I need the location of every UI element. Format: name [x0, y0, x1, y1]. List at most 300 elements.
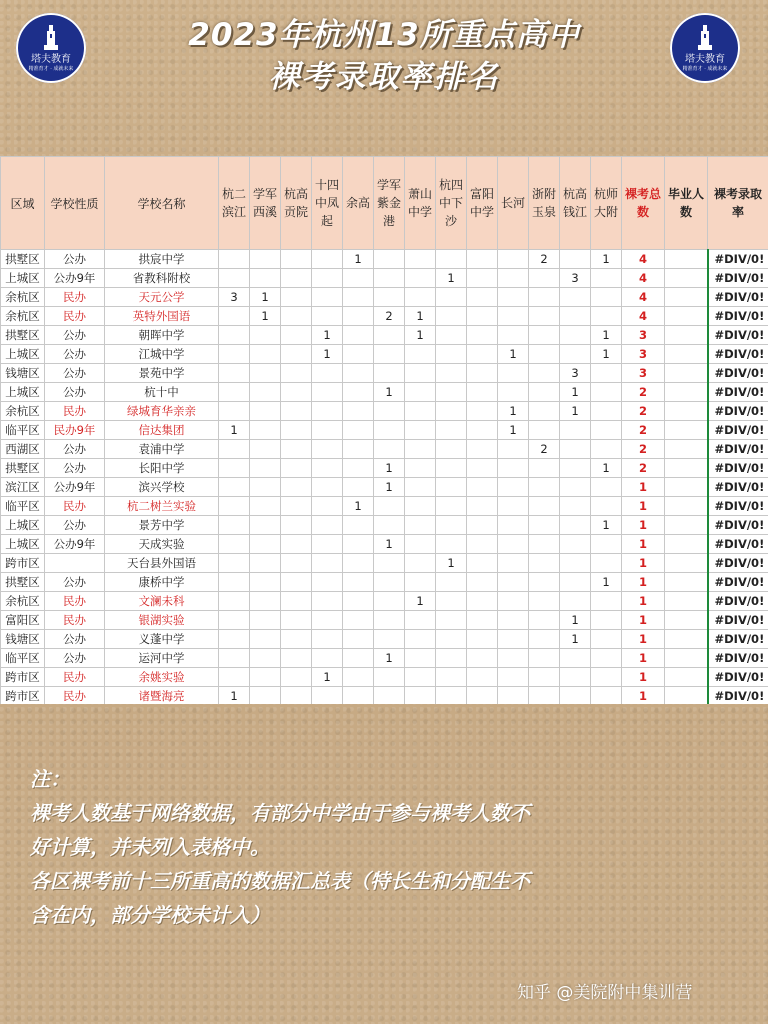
cell-grads — [665, 478, 708, 497]
cell-nature: 公办 — [45, 364, 105, 383]
cell-district: 钱塘区 — [1, 364, 45, 383]
cell-grads — [665, 269, 708, 288]
cell-count — [374, 421, 405, 440]
cell-count — [591, 649, 622, 668]
cell-nature: 公办9年 — [45, 478, 105, 497]
cell-count — [312, 269, 343, 288]
cell-count — [498, 592, 529, 611]
cell-total: 1 — [622, 687, 665, 705]
cell-count — [436, 535, 467, 554]
cell-count — [591, 307, 622, 326]
cell-count — [250, 345, 281, 364]
cell-nature: 民办 — [45, 497, 105, 516]
cell-count — [560, 573, 591, 592]
note-line: 好计算，并未列入表格中。 — [30, 835, 270, 859]
cell-count — [560, 250, 591, 269]
cell-district: 跨市区 — [1, 687, 45, 705]
admission-table — [0, 156, 768, 704]
table-row — [1, 288, 768, 307]
header-school-col: 富阳中学 — [467, 157, 498, 250]
cell-count — [436, 250, 467, 269]
cell-count — [250, 383, 281, 402]
cell-count: 1 — [374, 459, 405, 478]
cell-total: 1 — [622, 573, 665, 592]
cell-count — [467, 402, 498, 421]
cell-count: 1 — [374, 535, 405, 554]
cell-grads — [665, 402, 708, 421]
cell-nature: 民办 — [45, 307, 105, 326]
cell-count — [529, 478, 560, 497]
cell-count — [436, 326, 467, 345]
cell-count — [560, 421, 591, 440]
table-row — [1, 554, 768, 573]
cell-count — [405, 611, 436, 630]
cell-rate: #DIV/0! — [708, 288, 768, 307]
cell-total: 4 — [622, 269, 665, 288]
table-row — [1, 592, 768, 611]
cell-district: 拱墅区 — [1, 459, 45, 478]
cell-grads — [665, 611, 708, 630]
cell-count — [281, 307, 312, 326]
cell-count — [281, 402, 312, 421]
cell-count — [591, 421, 622, 440]
cell-count — [405, 269, 436, 288]
cell-nature: 公办 — [45, 516, 105, 535]
cell-count — [374, 250, 405, 269]
cell-count — [560, 478, 591, 497]
cell-count — [312, 383, 343, 402]
cell-count — [529, 364, 560, 383]
cell-school: 信达集团 — [105, 421, 219, 440]
cell-count — [281, 516, 312, 535]
cell-count — [281, 497, 312, 516]
cell-rate: #DIV/0! — [708, 516, 768, 535]
cell-count — [436, 592, 467, 611]
header-school-col: 长河 — [498, 157, 529, 250]
logo-name: 塔夫教育 — [31, 54, 71, 65]
cell-nature: 民办9年 — [45, 421, 105, 440]
title-line-1: 2023年杭州13所重点高中 — [188, 17, 580, 53]
cell-count — [312, 573, 343, 592]
table-row — [1, 364, 768, 383]
cell-school: 省教科附校 — [105, 269, 219, 288]
header-school-col: 杭高钱江 — [560, 157, 591, 250]
cell-total: 1 — [622, 497, 665, 516]
cell-count — [374, 326, 405, 345]
tower-logo-icon — [695, 23, 715, 53]
header-school-col: 余高 — [343, 157, 374, 250]
cell-count: 1 — [560, 611, 591, 630]
cell-count: 1 — [591, 516, 622, 535]
cell-grads — [665, 497, 708, 516]
cell-count — [343, 269, 374, 288]
cell-count — [591, 288, 622, 307]
cell-count — [560, 535, 591, 554]
cell-count — [560, 668, 591, 687]
cell-count — [219, 402, 250, 421]
cell-rate: #DIV/0! — [708, 554, 768, 573]
cell-count — [467, 592, 498, 611]
cell-count — [467, 516, 498, 535]
cell-count — [436, 345, 467, 364]
cell-count — [498, 307, 529, 326]
cell-count — [529, 535, 560, 554]
logo-badge-right — [670, 13, 740, 83]
cell-count — [250, 687, 281, 705]
cell-count — [250, 440, 281, 459]
cell-total: 1 — [622, 649, 665, 668]
cell-rate: #DIV/0! — [708, 649, 768, 668]
cell-count: 1 — [591, 573, 622, 592]
cell-school: 袁浦中学 — [105, 440, 219, 459]
header-total: 裸考总数 — [622, 157, 665, 250]
cell-count — [560, 554, 591, 573]
cell-count — [467, 269, 498, 288]
cell-count: 1 — [405, 307, 436, 326]
table-header-row — [1, 157, 768, 250]
cell-nature — [45, 554, 105, 573]
cell-school: 诸暨海亮 — [105, 687, 219, 705]
cell-count — [560, 497, 591, 516]
table-row — [1, 269, 768, 288]
cell-count — [312, 478, 343, 497]
cell-count — [591, 630, 622, 649]
cell-total: 2 — [622, 421, 665, 440]
cell-school: 杭十中 — [105, 383, 219, 402]
cell-nature: 公办 — [45, 326, 105, 345]
cell-school: 运河中学 — [105, 649, 219, 668]
cell-count — [436, 611, 467, 630]
cell-count — [498, 573, 529, 592]
cell-count — [374, 269, 405, 288]
cell-total: 3 — [622, 345, 665, 364]
cell-count: 3 — [560, 364, 591, 383]
cell-count — [219, 649, 250, 668]
cell-nature: 公办 — [45, 383, 105, 402]
cell-rate: #DIV/0! — [708, 478, 768, 497]
cell-count — [250, 668, 281, 687]
cell-total: 1 — [622, 554, 665, 573]
cell-school: 朝晖中学 — [105, 326, 219, 345]
cell-count: 1 — [436, 269, 467, 288]
cell-count — [405, 478, 436, 497]
cell-count — [467, 535, 498, 554]
cell-grads — [665, 592, 708, 611]
cell-school: 滨兴学校 — [105, 478, 219, 497]
cell-school: 天成实验 — [105, 535, 219, 554]
cell-count — [405, 288, 436, 307]
cell-count — [343, 592, 374, 611]
cell-count — [498, 611, 529, 630]
cell-grads — [665, 630, 708, 649]
cell-count — [374, 554, 405, 573]
table-row — [1, 611, 768, 630]
cell-count — [498, 364, 529, 383]
table-row — [1, 516, 768, 535]
cell-count — [467, 573, 498, 592]
cell-count — [219, 516, 250, 535]
cell-nature: 民办 — [45, 668, 105, 687]
note-line: 裸考人数基于网络数据，有部分中学由于参与裸考人数不 — [30, 801, 530, 825]
cell-district: 上城区 — [1, 516, 45, 535]
cell-grads — [665, 573, 708, 592]
cell-grads — [665, 421, 708, 440]
cell-count — [436, 516, 467, 535]
cell-district: 跨市区 — [1, 668, 45, 687]
cell-district: 拱墅区 — [1, 250, 45, 269]
cell-school: 文澜未科 — [105, 592, 219, 611]
cell-school: 江城中学 — [105, 345, 219, 364]
cell-count — [405, 573, 436, 592]
cell-count — [374, 516, 405, 535]
cell-school: 英特外国语 — [105, 307, 219, 326]
cell-rate: #DIV/0! — [708, 611, 768, 630]
cell-count — [529, 687, 560, 705]
cell-count — [498, 250, 529, 269]
header-school-col: 杭四中下沙 — [436, 157, 467, 250]
cell-count — [529, 592, 560, 611]
cell-count — [250, 592, 281, 611]
cell-rate: #DIV/0! — [708, 307, 768, 326]
cell-count — [374, 402, 405, 421]
cell-count — [405, 250, 436, 269]
cell-count — [529, 649, 560, 668]
cell-school: 景苑中学 — [105, 364, 219, 383]
cell-total: 2 — [622, 402, 665, 421]
cell-count — [312, 554, 343, 573]
cell-count: 1 — [498, 345, 529, 364]
cell-count — [467, 383, 498, 402]
cell-count — [591, 497, 622, 516]
cell-district: 余杭区 — [1, 402, 45, 421]
cell-grads — [665, 649, 708, 668]
cell-count — [467, 307, 498, 326]
cell-nature: 民办 — [45, 288, 105, 307]
cell-school: 银湖实验 — [105, 611, 219, 630]
cell-count — [436, 383, 467, 402]
admission-table-container — [0, 156, 768, 704]
cell-count — [560, 592, 591, 611]
cell-total: 2 — [622, 459, 665, 478]
table-row — [1, 497, 768, 516]
cell-count — [250, 516, 281, 535]
cell-count: 1 — [374, 383, 405, 402]
cell-count — [467, 630, 498, 649]
cell-count — [343, 668, 374, 687]
cell-total: 1 — [622, 668, 665, 687]
logo-name: 塔夫教育 — [685, 54, 725, 65]
header-school-col: 杭高贡院 — [281, 157, 312, 250]
cell-nature: 公办 — [45, 459, 105, 478]
cell-count — [219, 250, 250, 269]
cell-rate: #DIV/0! — [708, 440, 768, 459]
cell-nature: 民办 — [45, 592, 105, 611]
note-label: 注： — [30, 767, 70, 791]
cell-count — [250, 402, 281, 421]
cell-count — [529, 554, 560, 573]
cell-count — [219, 535, 250, 554]
cell-count — [219, 459, 250, 478]
cell-count — [498, 440, 529, 459]
cell-count — [219, 269, 250, 288]
cell-count — [343, 554, 374, 573]
cell-count — [343, 649, 374, 668]
cell-rate: #DIV/0! — [708, 535, 768, 554]
cell-count — [343, 383, 374, 402]
cell-count — [529, 497, 560, 516]
cell-count — [498, 459, 529, 478]
cell-count — [560, 307, 591, 326]
cell-count — [405, 535, 436, 554]
cell-count — [529, 573, 560, 592]
cell-total: 1 — [622, 478, 665, 497]
cell-rate: #DIV/0! — [708, 402, 768, 421]
cell-count — [591, 269, 622, 288]
cell-count — [529, 630, 560, 649]
cell-count — [591, 592, 622, 611]
cell-total: 1 — [622, 535, 665, 554]
cell-count — [250, 250, 281, 269]
cell-count — [467, 326, 498, 345]
cell-count — [343, 307, 374, 326]
cell-nature: 公办9年 — [45, 535, 105, 554]
cell-count — [281, 554, 312, 573]
cell-district: 拱墅区 — [1, 573, 45, 592]
cell-district: 跨市区 — [1, 554, 45, 573]
cell-count — [529, 288, 560, 307]
footnote — [30, 762, 742, 932]
cell-count — [281, 478, 312, 497]
cell-count: 1 — [591, 250, 622, 269]
table-row — [1, 326, 768, 345]
cell-count — [467, 440, 498, 459]
cell-count — [250, 421, 281, 440]
cell-count — [312, 421, 343, 440]
cell-count — [219, 611, 250, 630]
cell-count — [250, 554, 281, 573]
cell-count — [591, 668, 622, 687]
cell-district: 拱墅区 — [1, 326, 45, 345]
cell-count — [591, 554, 622, 573]
cell-count: 1 — [498, 421, 529, 440]
cell-count — [467, 611, 498, 630]
header-rate: 裸考录取率 — [708, 157, 768, 250]
cell-count — [343, 326, 374, 345]
cell-district: 上城区 — [1, 535, 45, 554]
cell-total: 3 — [622, 364, 665, 383]
cell-grads — [665, 307, 708, 326]
cell-count — [498, 554, 529, 573]
cell-count — [312, 687, 343, 705]
table-body — [1, 250, 768, 705]
cell-count — [312, 649, 343, 668]
cell-count — [219, 383, 250, 402]
cell-district: 富阳区 — [1, 611, 45, 630]
cell-count: 1 — [343, 497, 374, 516]
cell-count — [250, 364, 281, 383]
cell-count — [467, 250, 498, 269]
logo-slogan: 精准育才 · 成就未来 — [682, 66, 728, 72]
cell-count — [529, 383, 560, 402]
cell-count: 2 — [374, 307, 405, 326]
cell-count — [529, 516, 560, 535]
cell-count — [281, 440, 312, 459]
cell-count — [436, 459, 467, 478]
cell-district: 余杭区 — [1, 288, 45, 307]
cell-district: 余杭区 — [1, 307, 45, 326]
cell-nature: 公办 — [45, 345, 105, 364]
cell-nature: 公办9年 — [45, 269, 105, 288]
cell-count — [281, 611, 312, 630]
cell-count — [374, 364, 405, 383]
cell-count — [591, 611, 622, 630]
cell-district: 上城区 — [1, 269, 45, 288]
cell-school: 义蓬中学 — [105, 630, 219, 649]
cell-count — [250, 573, 281, 592]
cell-count — [312, 497, 343, 516]
cell-rate: #DIV/0! — [708, 364, 768, 383]
cell-grads — [665, 459, 708, 478]
cell-count — [560, 687, 591, 705]
cell-nature: 公办 — [45, 250, 105, 269]
cell-nature: 民办 — [45, 402, 105, 421]
cell-count: 1 — [343, 250, 374, 269]
watermark: 知乎 @美院附中集训营 — [517, 983, 693, 1003]
cell-count — [467, 459, 498, 478]
header-school: 学校名称 — [105, 157, 219, 250]
cell-school: 绿城育华亲亲 — [105, 402, 219, 421]
cell-count — [591, 478, 622, 497]
cell-grads — [665, 250, 708, 269]
cell-count — [219, 345, 250, 364]
cell-count — [312, 516, 343, 535]
cell-rate: #DIV/0! — [708, 326, 768, 345]
cell-count — [312, 535, 343, 554]
cell-count — [312, 250, 343, 269]
cell-count — [374, 497, 405, 516]
cell-total: 2 — [622, 440, 665, 459]
cell-total: 1 — [622, 516, 665, 535]
cell-count — [343, 345, 374, 364]
cell-count — [343, 402, 374, 421]
cell-count — [529, 402, 560, 421]
cell-count — [343, 611, 374, 630]
cell-count — [436, 668, 467, 687]
cell-count — [250, 497, 281, 516]
cell-grads — [665, 535, 708, 554]
cell-count: 1 — [591, 326, 622, 345]
cell-count — [281, 269, 312, 288]
cell-count — [374, 611, 405, 630]
cell-count — [312, 459, 343, 478]
table-row — [1, 402, 768, 421]
cell-count — [405, 668, 436, 687]
cell-count — [436, 288, 467, 307]
cell-total: 4 — [622, 250, 665, 269]
cell-grads — [665, 326, 708, 345]
cell-rate: #DIV/0! — [708, 383, 768, 402]
cell-count — [467, 687, 498, 705]
cell-count — [219, 307, 250, 326]
cell-count — [467, 288, 498, 307]
cell-district: 上城区 — [1, 383, 45, 402]
cell-count — [343, 478, 374, 497]
table-row — [1, 668, 768, 687]
cell-count — [529, 269, 560, 288]
cell-grads — [665, 516, 708, 535]
cell-count: 1 — [374, 478, 405, 497]
cell-count — [250, 611, 281, 630]
